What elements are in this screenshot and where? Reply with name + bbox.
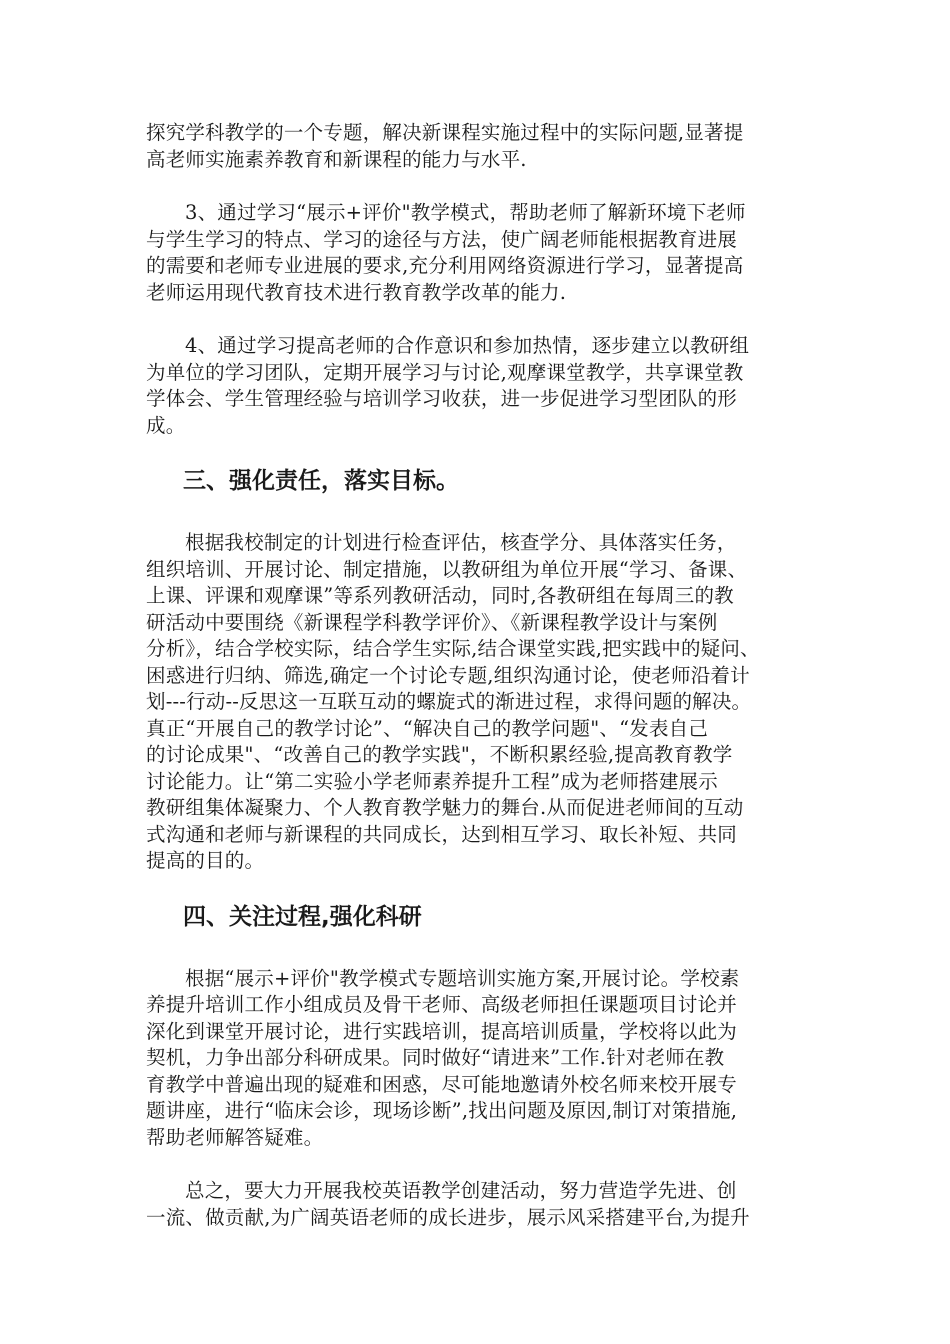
text-line: 老师运用现代教育技术进行教育教学改革的能力. bbox=[146, 280, 567, 304]
document-page bbox=[146, 120, 816, 1258]
text-line: 划---行动--反思这一互联互动的螺旋式的渐进过程，求得问题的解决。 bbox=[146, 690, 752, 713]
text-line: 讨论能力。让“第二实验小学老师素养提升工程”成为老师搭建展示 bbox=[146, 769, 718, 793]
text-line: 一流、做贡献,为广阔英语老师的成长进步，展示风采搭建平台,为提升 bbox=[146, 1205, 750, 1229]
text-line: 帮助老师解答疑难。 bbox=[146, 1125, 324, 1149]
text-line: 深化到课堂开展讨论，进行实践培训，提高培训质量，学校将以此为 bbox=[146, 1019, 738, 1043]
text-line: 4、通过学习提高老师的合作意识和参加热情，逐步建立以教研组 bbox=[185, 334, 750, 357]
text-line: 真正“开展自己的教学讨论”、“解决自己的教学问题"、“发表自己 bbox=[146, 716, 709, 740]
text-line: 与学生学习的特点、学习的途径与方法，使广阔老师能根据教育进展 bbox=[146, 227, 738, 251]
paragraph-item-3 bbox=[146, 200, 816, 306]
text-line: 的讨论成果"、“改善自己的教学实践"，不断积累经验,提高教育教学 bbox=[146, 743, 733, 766]
text-line: 3、通过学习“展示+评价"教学模式，帮助老师了解新环境下老师 bbox=[185, 201, 746, 224]
text-line: 的需要和老师专业进展的要求,充分利用网络资源进行学习，显著提高 bbox=[146, 254, 744, 277]
text-line: 育教学中普遍出现的疑难和困惑，尽可能地邀请外校名师来校开展专 bbox=[146, 1072, 738, 1096]
text-line: 研活动中要围绕《新课程学科教学评价》、《新课程教学设计与案例 bbox=[146, 610, 718, 634]
section-heading-4: 四、关注过程,强化科研 bbox=[183, 903, 422, 930]
section-4-body bbox=[146, 966, 816, 1152]
paragraph-item-4 bbox=[146, 333, 816, 439]
text-line: 探究学科教学的一个专题，解决新课程实施过程中的实际问题,显著提 bbox=[146, 121, 744, 144]
text-line: 学体会、学生管理经验与培训学习收获，进一步促进学习型团队的形 bbox=[146, 387, 738, 410]
text-line: 题讲座，进行“临床会诊，现场诊断”,找出问题及原因,制订对策措施, bbox=[146, 1099, 738, 1122]
text-line: 组织培训、开展讨论、制定措施，以教研组为单位开展“学习、备课、 bbox=[146, 557, 748, 581]
text-line: 根据我校制定的计划进行检查评估，核查学分、具体落实任务， bbox=[185, 531, 737, 554]
text-line: 成。 bbox=[146, 413, 186, 437]
text-line: 困惑进行归纳、筛选,确定一个讨论专题,组织沟通讨论，使老师沿着计 bbox=[146, 663, 750, 687]
section-heading-3: 三、强化责任，落实目标。 bbox=[183, 468, 459, 494]
text-line: 总之，要大力开展我校英语教学创建活动，努力营造学先进、创 bbox=[185, 1179, 737, 1202]
summary-paragraph bbox=[146, 1178, 816, 1231]
text-line: 提高的目的。 bbox=[146, 849, 265, 872]
paragraph-continuation bbox=[146, 120, 816, 173]
text-line: 高老师实施素养教育和新课程的能力与水平. bbox=[146, 147, 527, 171]
text-line: 教研组集体凝聚力、个人教育教学魅力的舞台.从而促进老师间的互动 bbox=[146, 796, 744, 819]
text-line: 为单位的学习团队，定期开展学习与讨论,观摩课堂教学，共享课堂教 bbox=[146, 360, 744, 384]
section-3-body bbox=[146, 530, 816, 875]
text-line: 养提升培训工作小组成员及骨干老师、高级老师担任课题项目讨论并 bbox=[146, 993, 738, 1016]
text-line: 根据“展示+评价"教学模式专题培训实施方案,开展讨论。学校素 bbox=[185, 966, 740, 990]
text-line: 式沟通和老师与新课程的共同成长，达到相互学习、取长补短、共同 bbox=[146, 822, 738, 846]
text-line: 契机，力争出部分科研成果。同时做好“请进来”工作.针对老师在教 bbox=[146, 1046, 725, 1069]
text-line: 上课、评课和观摩课”等系列教研活动，同时,各教研组在每周三的教 bbox=[146, 584, 734, 607]
text-line: 分析》，结合学校实际，结合学生实际,结合课堂实践,把实践中的疑问、 bbox=[146, 637, 760, 660]
